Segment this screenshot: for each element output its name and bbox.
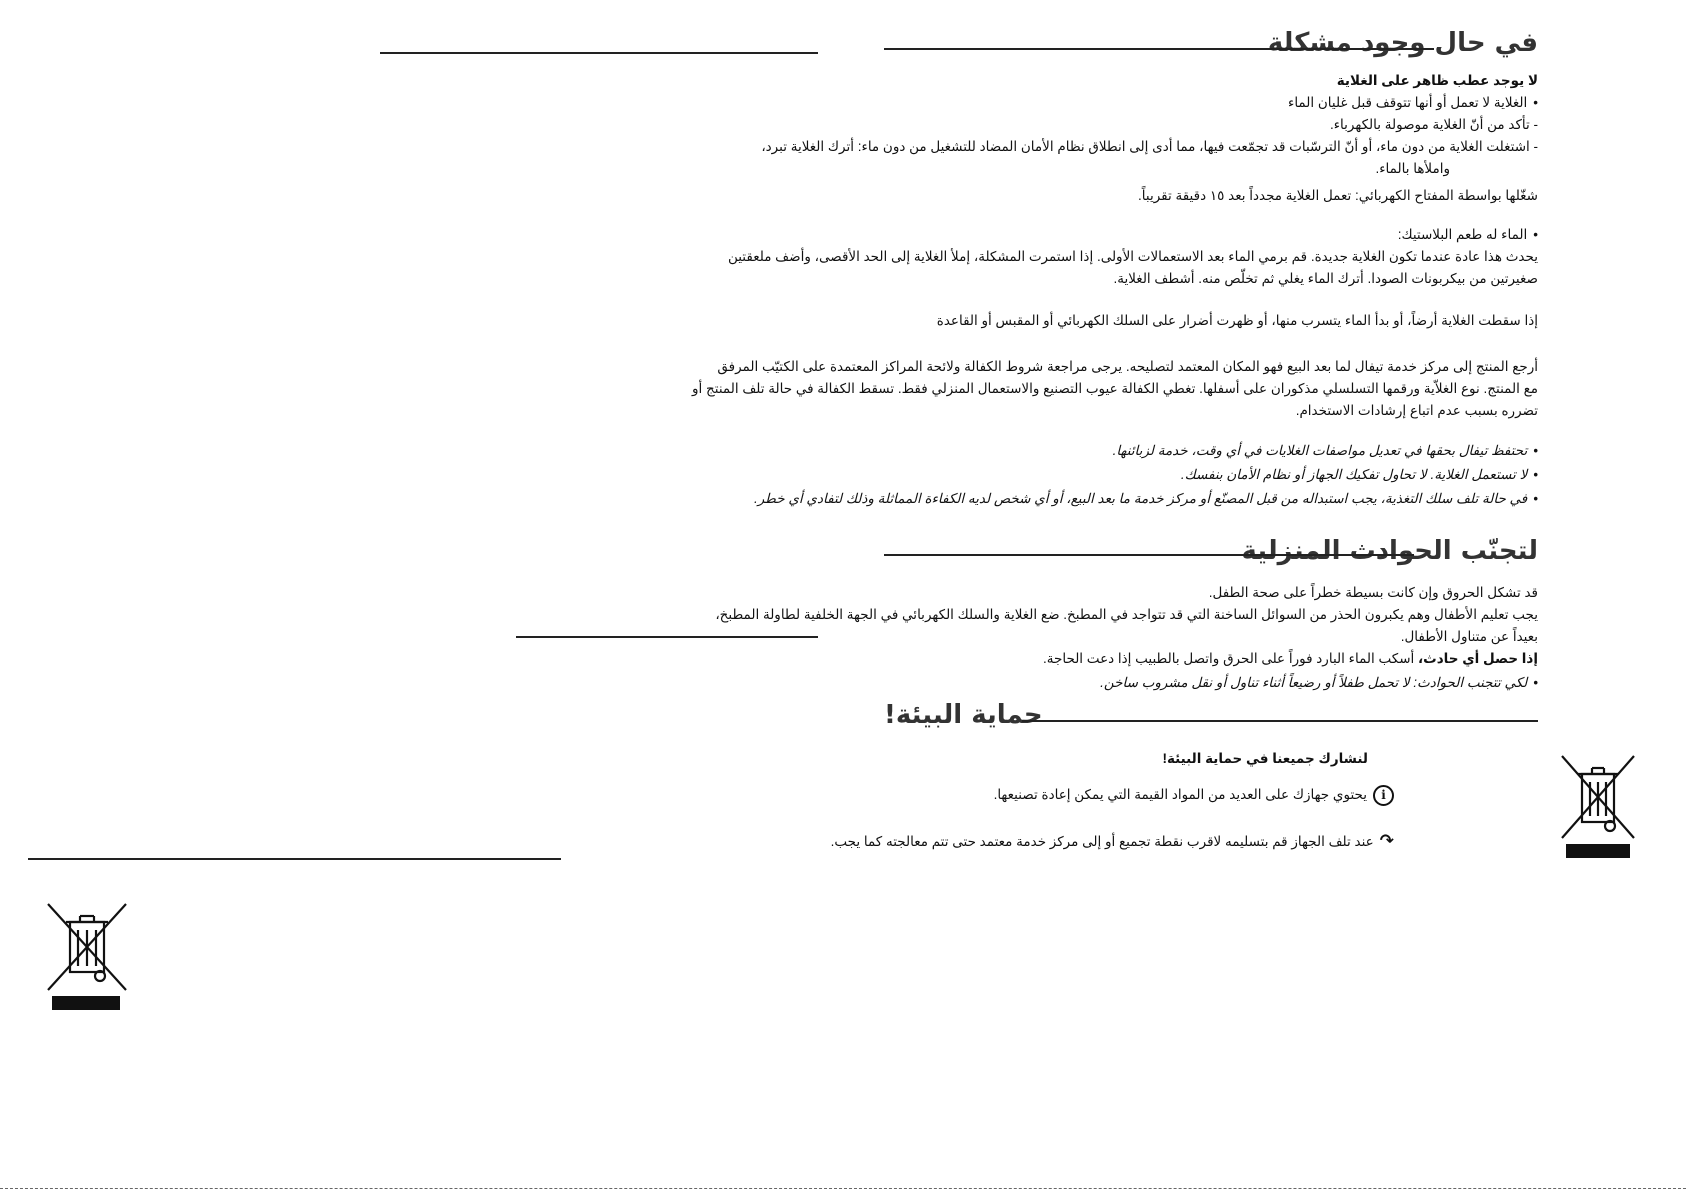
accidents-line: • لكي تتجنب الحوادث: لا تحمل طفلاً أو رضيعاً أثناء تناول أو نقل مشروب ساخن. — [1100, 672, 1538, 694]
problem-line: - تأكد من أنّ الغلاية موصولة بالكهرباء. — [1329, 117, 1538, 132]
environment-text: يحتوي جهازك على العديد من المواد القيمة التي يمكن إعادة تصنيعها. — [993, 787, 1367, 802]
problem-line: تضرره بسبب عدم اتباع إرشادات الاستخدام. — [1295, 403, 1538, 418]
problem-line: • الغلاية لا تعمل أو أنها تتوقف قبل غليان الماء — [1288, 92, 1538, 114]
accident-advice: أسكب الماء البارد فوراً على الحرق واتصل بالطبيب إذا دعت الحاجة. — [1043, 651, 1419, 666]
accidents-line: يجب تعليم الأطفال وهم يكبرون الحذر من السوائل الساخنة التي قد تتواجد في المطبخ. ضع الغلاية والسلك الكهربائي في الجهة الخلفية لطاولة المطبخ، — [715, 607, 1538, 622]
left-top-rule — [380, 52, 818, 54]
left-bottom-rule — [28, 858, 561, 860]
problem-line: • في حالة تلف سلك التغذية، يجب استبداله من قبل المصنّع أو مركز خدمة ما بعد البيع، أو أي شخص لديه الكفاءة المماثلة وذلك لتفادي أي خطر. — [754, 488, 1538, 510]
problem-title-rule — [884, 48, 1434, 50]
problem-line: أرجع المنتج إلى مركز خدمة تيفال لما بعد البيع فهو المكان المعتمد لتصليحه. يرجى مراجعة شروط الكفالة ولائحة المراكز المعتمدة على الكتيّب المرفق — [717, 359, 1538, 374]
environment-text: عند تلف الجهاز قم بتسليمه لاقرب نقطة تجميع أو إلى مركز خدمة معتمد حتى تتم معالجته كما يجب. — [830, 834, 1374, 849]
info-icon: i — [1373, 785, 1394, 806]
environment-line — [831, 830, 1394, 853]
problem-line: يحدث هذا عادة عندما تكون الغلاية جديدة. قم برمي الماء بعد الاستعمالات الأولى. إذا استمرت المشكلة، إملأ الغلاية إلى الحد الأقصى، وأضف ملعقتين — [727, 249, 1538, 264]
problem-line: شغّلها بواسطة المفتاح الكهربائي: تعمل الغلاية مجدداً بعد ١٥ دقيقة تقريباً. — [1138, 188, 1538, 203]
problem-line: • لا تستعمل الغلاية. لا تحاول تفكيك الجهاز أو نظام الأمان بنفسك. — [1181, 464, 1538, 486]
accident-emphasis: إذا حصل أي حادث، — [1418, 651, 1538, 666]
problem-line: واملأها بالماء. — [1375, 161, 1450, 176]
problem-line: صغيرتين من بيكربونات الصودا. أترك الماء يغلي ثم تخلّص منه. أشطف الغلاية. — [1113, 271, 1538, 286]
accidents-title-rule — [884, 554, 1414, 556]
problem-line: • الماء له طعم البلاستيك: — [1398, 224, 1538, 246]
environment-body — [830, 748, 1394, 868]
problem-line: • تحتفظ تيفال بحقها في تعديل مواصفات الغلايات في أي وقت، خدمة لزبائنها. — [1113, 440, 1538, 462]
accidents-line — [1043, 648, 1538, 670]
left-mid-rule — [516, 636, 818, 638]
environment-title: حماية البيئة! — [884, 700, 1043, 730]
page-trim-line — [0, 1188, 1686, 1189]
problem-title: في حال وجود مشكلة — [1267, 28, 1538, 58]
return-arrow-icon: ↷ — [1379, 831, 1394, 850]
problem-line: إذا سقطت الغلاية أرضاً، أو بدأ الماء يتسرب منها، أو ظهرت أضرار على السلك الكهربائي أو المقبس أو القاعدة — [936, 313, 1538, 328]
accidents-body — [715, 582, 1538, 692]
accidents-line: قد تشكل الحروق وإن كانت بسيطة خطراً على صحة الطفل. — [1208, 585, 1538, 600]
accidents-line: بعيداً عن متناول الأطفال. — [1400, 629, 1538, 644]
environment-title-rule — [1022, 720, 1538, 722]
problem-body — [692, 70, 1538, 550]
accidents-title: لتجنّب الحوادث المنزلية — [1241, 536, 1538, 566]
problem-line: - اشتغلت الغلاية من دون ماء، أو أنّ الترسّبات قد تجمّعت فيها، مما أدى إلى انطلاق نظام الأمان المضاد للتشغيل من دون ماء: أترك الغلاية تبرد، — [761, 139, 1538, 154]
environment-subtitle: لنشارك جميعنا في حماية البيئة! — [1162, 751, 1368, 766]
environment-line — [994, 784, 1394, 806]
problem-subtitle: لا يوجد عطب ظاهر على الغلاية — [1336, 73, 1538, 88]
weee-bin-icon-left — [44, 900, 130, 1012]
problem-line: مع المنتج. نوع الغلاّية ورقمها التسلسلي مذكوران على أسفلها. تغطي الكفالة عيوب التصنيع والاستعمال المنزلي فقط. تسقط الكفالة في حالة تلف المنتج أو — [692, 381, 1538, 396]
weee-bin-icon-right — [1558, 752, 1638, 862]
